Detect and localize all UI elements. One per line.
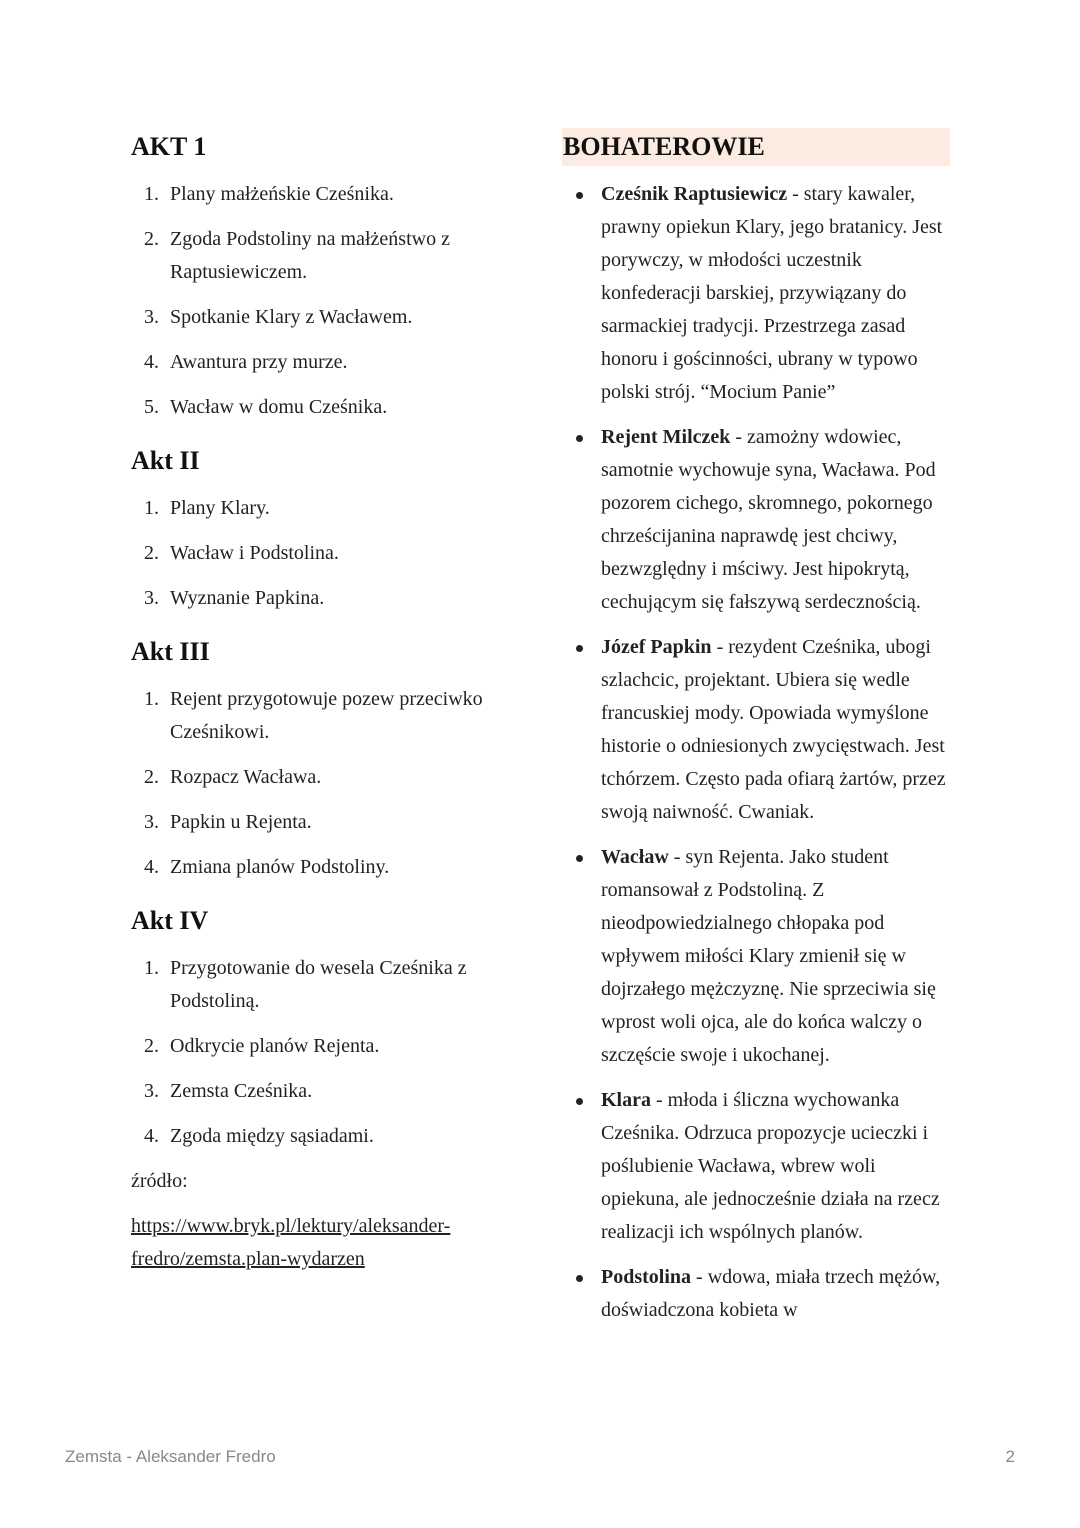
list-item — [131, 582, 531, 615]
item-number: 5. — [144, 396, 159, 418]
item-text: Odkrycie planów Rejenta. — [170, 1035, 380, 1057]
item-number: 3. — [144, 1080, 159, 1102]
hero-description: - stary kawaler, prawny opiekun Klary, jego bratanicy. Jest porywczy, w młodości uczestnik konfederacji barskiej, przywiązany do sarmackiej tradycji. Przestrzega zasad honoru i gościnności, ubrany w typowo polski strój. “Mocium Panie” — [601, 183, 943, 403]
list-item — [131, 537, 531, 570]
hero-description: - rezydent Cześnika, ubogi szlachcic, projektant. Ubiera się wedle francuskiej mody. Opowiada wymyślone historie o odniesionych zwycięstwach. Jest tchórzem. Często pada ofiarą żartów, przez swoją naiwność. Cwaniak. — [601, 636, 946, 823]
list-item — [131, 806, 531, 839]
list-item — [562, 841, 950, 1072]
list-item — [131, 1030, 531, 1063]
page-number: 2 — [1005, 1447, 1015, 1466]
list-item — [562, 1084, 950, 1249]
event-list — [131, 178, 531, 424]
item-number: 4. — [144, 1125, 159, 1147]
item-text: Zmiana planów Podstoliny. — [170, 856, 390, 878]
event-list — [131, 492, 531, 615]
list-item — [131, 761, 531, 794]
item-number: 2. — [144, 766, 159, 788]
item-number: 3. — [144, 811, 159, 833]
item-text: Zgoda Podstoliny na małżeństwo z Raptusiewiczem. — [170, 228, 450, 283]
item-text: Rejent przygotowuje pozew przeciwko Cześnikowi. — [170, 688, 483, 743]
hero-description: - zamożny wdowiec, samotnie wychowuje syna, Wacława. Pod pozorem cichego, skromnego, pokornego chrześcijanina naprawdę jest chciwy, bezwzględny i mściwy. Jest hipokrytą, cechującym się fałszywą serdecznością. — [601, 426, 936, 613]
item-text: Wyznanie Papkina. — [170, 587, 325, 609]
source-link[interactable]: https://www.bryk.pl/lektury/aleksander-fredro/zemsta.plan-wydarzen — [131, 1215, 451, 1270]
item-text: Wacław w domu Cześnika. — [170, 396, 388, 418]
hero-name: Wacław — [601, 846, 669, 868]
hero-name: Klara — [601, 1089, 651, 1111]
act-1 — [131, 128, 531, 424]
list-item — [131, 223, 531, 289]
list-item — [131, 346, 531, 379]
item-number: 1. — [144, 957, 159, 979]
item-text: Papkin u Rejenta. — [170, 811, 312, 833]
hero-description: - syn Rejenta. Jako student romansował z Podstoliną. Z nieodpowiedzialnego chłopaka pod wpływem miłości Klary zmienił się w dojrzałego mężczyznę. Nie sprzeciwia się wprost woli ojca, ale do końca walczy o szczęście swoje i ukochanej. — [601, 846, 936, 1066]
act-title: Akt IV — [131, 906, 209, 935]
act-2 — [131, 442, 531, 615]
item-number: 4. — [144, 351, 159, 373]
hero-name: Cześnik Raptusiewicz — [601, 183, 788, 205]
item-number: 3. — [144, 306, 159, 328]
event-list — [131, 683, 531, 884]
heroes-heading: BOHATEROWIE — [562, 128, 950, 166]
act-title: Akt II — [131, 446, 200, 475]
list-item — [131, 1120, 531, 1153]
act-title: AKT 1 — [131, 132, 207, 161]
item-text: Zemsta Cześnika. — [170, 1080, 313, 1102]
list-item — [131, 1075, 531, 1108]
list-item — [562, 178, 950, 409]
list-item — [131, 492, 531, 525]
item-text: Zgoda między sąsiadami. — [170, 1125, 374, 1147]
act-3 — [131, 633, 531, 884]
list-item — [562, 1261, 950, 1327]
item-text: Spotkanie Klary z Wacławem. — [170, 306, 413, 328]
heroes-list — [562, 178, 950, 1327]
hero-name: Rejent Milczek — [601, 426, 731, 448]
item-text: Rozpacz Wacława. — [170, 766, 322, 788]
list-item — [562, 631, 950, 829]
item-number: 2. — [144, 228, 159, 250]
item-number: 3. — [144, 587, 159, 609]
event-list — [131, 952, 531, 1153]
item-text: Awantura przy murze. — [170, 351, 348, 373]
act-4 — [131, 902, 531, 1153]
item-number: 1. — [144, 688, 159, 710]
item-text: Plany małżeńskie Cześnika. — [170, 183, 394, 205]
item-text: Przygotowanie do wesela Cześnika z Podstoliną. — [170, 957, 467, 1012]
list-item — [131, 178, 531, 211]
footer-title: Zemsta - Aleksander Fredro — [65, 1447, 276, 1466]
hero-description: - młoda i śliczna wychowanka Cześnika. Odrzuca propozycje ucieczki i poślubienie Wacława, wbrew woli opiekuna, ale jednocześnie działa na rzecz realizacji ich wspólnych planów. — [601, 1089, 940, 1243]
item-number: 1. — [144, 183, 159, 205]
list-item — [131, 952, 531, 1018]
item-number: 2. — [144, 542, 159, 564]
hero-name: Podstolina — [601, 1266, 692, 1288]
hero-description: - wdowa, miała trzech mężów, doświadczona kobieta w — [601, 1266, 941, 1321]
list-item — [562, 421, 950, 619]
item-number: 1. — [144, 497, 159, 519]
list-item — [131, 391, 531, 424]
item-text: Plany Klary. — [170, 497, 270, 519]
item-number: 4. — [144, 856, 159, 878]
act-title: Akt III — [131, 637, 210, 666]
heroes-column — [562, 128, 950, 1327]
list-item — [131, 683, 531, 749]
item-number: 2. — [144, 1035, 159, 1057]
source-label: źródło: — [131, 1170, 188, 1192]
item-text: Wacław i Podstolina. — [170, 542, 339, 564]
acts-column — [131, 128, 531, 1276]
list-item — [131, 301, 531, 334]
list-item — [131, 851, 531, 884]
hero-name: Józef Papkin — [601, 636, 712, 658]
